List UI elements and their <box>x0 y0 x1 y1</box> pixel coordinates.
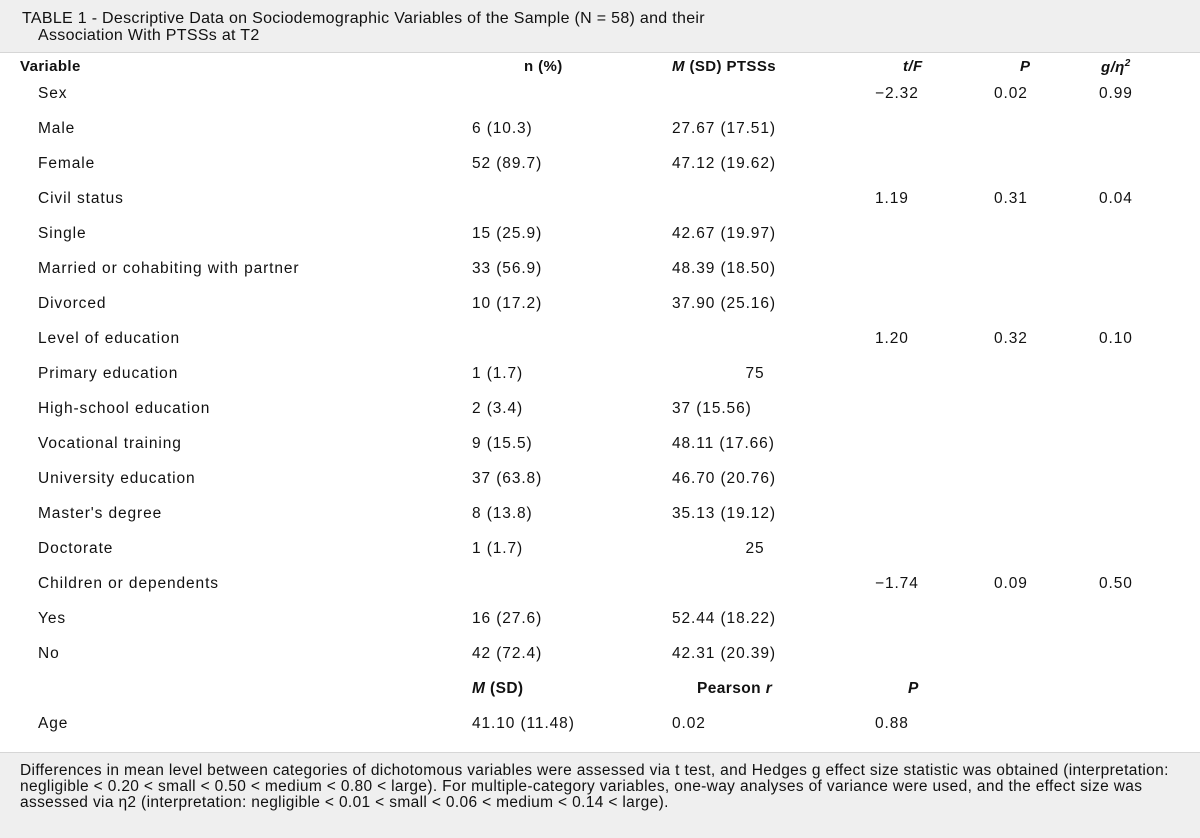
row-p: 0.32 <box>994 330 1028 347</box>
subheader-pearson-label: Pearson <box>697 680 766 697</box>
table-title-block <box>0 0 1200 53</box>
row-n-pct: 42 (72.4) <box>472 645 543 662</box>
subheader-pearson-r: r <box>765 680 773 697</box>
row-msd: 75 <box>745 365 765 382</box>
row-n-pct: 37 (63.8) <box>472 470 543 487</box>
row-label: Master's degree <box>38 505 163 522</box>
row-n-pct: 6 (10.3) <box>472 120 533 137</box>
row-t-f: 1.20 <box>875 330 909 347</box>
row-label: Married or cohabiting with partner <box>38 260 300 277</box>
table-row <box>0 190 1200 214</box>
table-row <box>0 610 1200 634</box>
row-p: 0.31 <box>994 190 1028 207</box>
row-msd: 27.67 (17.51) <box>672 120 776 137</box>
age-subheader-row <box>0 680 1200 704</box>
row-msd: 37.90 (25.16) <box>672 295 776 312</box>
subheader-pearson <box>697 680 772 698</box>
row-label: Doctorate <box>38 540 114 557</box>
header-n-pct: n (%) <box>524 58 563 75</box>
table-header-row <box>0 58 1200 80</box>
header-g-eta-label: g/η <box>1101 59 1125 76</box>
table-row <box>0 470 1200 494</box>
table-footnote-block <box>0 752 1200 838</box>
row-t-f: −2.32 <box>875 85 919 102</box>
row-label: Female <box>38 155 96 172</box>
row-label: High-school education <box>38 400 211 417</box>
row-t-f: −1.74 <box>875 575 919 592</box>
header-variable: Variable <box>20 58 81 75</box>
row-msd: 47.12 (19.62) <box>672 155 776 172</box>
row-msd: 25 <box>745 540 765 557</box>
age-p: 0.88 <box>875 715 909 732</box>
row-label: Vocational training <box>38 435 182 452</box>
row-n-pct: 10 (17.2) <box>472 295 543 312</box>
row-label: Male <box>38 120 76 137</box>
row-msd: 46.70 (20.76) <box>672 470 776 487</box>
row-n-pct: 1 (1.7) <box>472 365 524 382</box>
row-label: No <box>38 645 60 662</box>
table-row <box>0 400 1200 424</box>
table-row <box>0 260 1200 284</box>
row-msd: 48.11 (17.66) <box>672 435 775 452</box>
table-row <box>0 365 1200 389</box>
row-effect-size: 0.99 <box>1099 85 1133 102</box>
header-p: P <box>1020 58 1031 75</box>
table-row <box>0 435 1200 459</box>
table-title-line1: TABLE 1 - Descriptive Data on Sociodemographic Variables of the Sample (N = 58) and their <box>22 10 705 27</box>
row-n-pct: 15 (25.9) <box>472 225 543 242</box>
table-row <box>0 645 1200 669</box>
table-title-line2: Association With PTSSs at T2 <box>38 27 260 44</box>
row-effect-size: 0.10 <box>1099 330 1133 347</box>
row-p: 0.02 <box>994 85 1028 102</box>
age-pearson-r: 0.02 <box>672 715 706 732</box>
header-g-eta-sup: 2 <box>1124 58 1131 69</box>
row-label: University education <box>38 470 196 487</box>
subheader-msd <box>472 680 523 698</box>
header-msd-rest: (SD) PTSSs <box>684 58 776 75</box>
row-msd: 35.13 (19.12) <box>672 505 776 522</box>
row-effect-size: 0.04 <box>1099 190 1133 207</box>
row-n-pct: 16 (27.6) <box>472 610 543 627</box>
row-label: Divorced <box>38 295 107 312</box>
row-label: Primary education <box>38 365 179 382</box>
row-n-pct: 52 (89.7) <box>472 155 543 172</box>
subheader-msd-rest: (SD) <box>485 680 524 697</box>
table-row <box>0 540 1200 564</box>
row-label: Children or dependents <box>38 575 219 592</box>
row-n-pct: 33 (56.9) <box>472 260 543 277</box>
row-label: Civil status <box>38 190 124 207</box>
row-msd: 42.31 (20.39) <box>672 645 776 662</box>
table-row <box>0 85 1200 109</box>
row-msd: 42.67 (19.97) <box>672 225 776 242</box>
row-label: Single <box>38 225 87 242</box>
age-msd: 41.10 (11.48) <box>472 715 575 732</box>
row-label: Yes <box>38 610 66 627</box>
row-n-pct: 2 (3.4) <box>472 400 524 417</box>
header-m: M <box>672 58 685 75</box>
row-msd: 48.39 (18.50) <box>672 260 776 277</box>
table-row <box>0 225 1200 249</box>
header-g-eta <box>1101 58 1131 76</box>
age-row <box>0 715 1200 739</box>
table-row <box>0 120 1200 144</box>
row-msd: 37 (15.56) <box>672 400 752 417</box>
row-t-f: 1.19 <box>875 190 909 207</box>
table-row <box>0 575 1200 599</box>
age-label: Age <box>38 715 69 732</box>
subheader-m: M <box>472 680 486 697</box>
table-row <box>0 295 1200 319</box>
row-effect-size: 0.50 <box>1099 575 1133 592</box>
table-row <box>0 330 1200 354</box>
table-row <box>0 155 1200 179</box>
header-msd-ptss <box>672 58 776 75</box>
header-t-f: t/F <box>903 58 923 75</box>
row-p: 0.09 <box>994 575 1028 592</box>
row-n-pct: 8 (13.8) <box>472 505 533 522</box>
row-label: Sex <box>38 85 68 102</box>
row-n-pct: 1 (1.7) <box>472 540 524 557</box>
table-footnote: Differences in mean level between categories of dichotomous variables were assessed via t test, and Hedges g effect size statistic was obtained (interpretation: negligible < 0.20 < small < 0.50 < medium < 0.80 < large). For multiple-category variables, one-way analyses of variance were used, and the effect size was assessed via η2 (interpretation: negligible < 0.01 < small < 0.06 < medium < 0.14 < large). <box>20 762 1169 811</box>
table-row <box>0 505 1200 529</box>
row-n-pct: 9 (15.5) <box>472 435 533 452</box>
subheader-p: P <box>908 680 920 697</box>
row-msd: 52.44 (18.22) <box>672 610 776 627</box>
row-label: Level of education <box>38 330 181 347</box>
